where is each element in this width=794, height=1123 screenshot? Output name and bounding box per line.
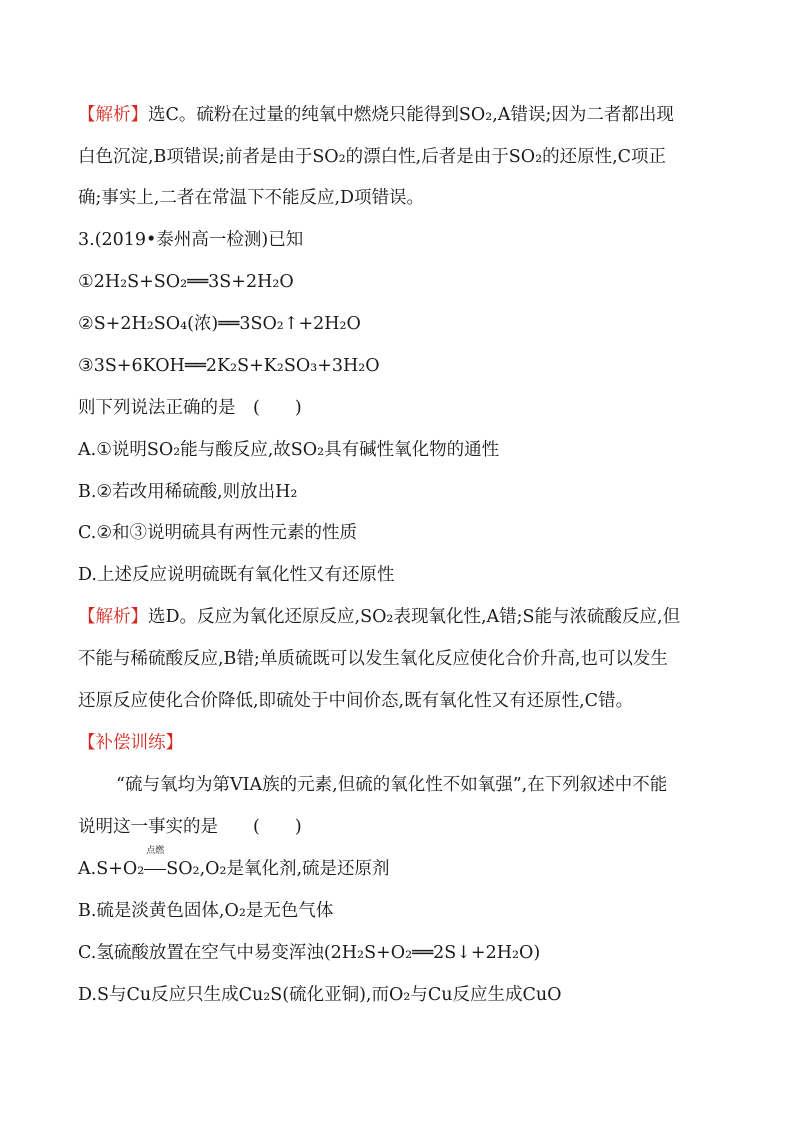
analysis-line [78, 605, 680, 629]
option-b: B.②若改用稀硫酸,则放出H₂ [78, 482, 298, 502]
text: 选D。反应为氧化还原反应,SO₂表现氧化性,A错;S能与浓硫酸反应,但 [148, 607, 681, 627]
supplement-stem: 说明这一事实的是 ( ) [78, 817, 302, 837]
supplement-option-d: D.S与Cu反应只生成Cu₂S(硫化亚铜),而O₂与Cu反应生成CuO [78, 985, 562, 1005]
reaction-bar [144, 869, 166, 870]
text: A.S+O₂ [78, 859, 145, 879]
supplement-option-a [78, 846, 390, 881]
question-stem: 则下列说法正确的是 ( ) [78, 398, 302, 418]
analysis-line [78, 103, 674, 127]
analysis-line: 还原反应使化合价降低,即硫处于中间价态,既有氧化性又有还原性,C错。 [78, 691, 634, 711]
condition-label: 点燃 [146, 846, 165, 856]
supplement-heading [78, 731, 183, 755]
option-d: D.上述反应说明硫既有氧化性又有还原性 [78, 565, 395, 585]
analysis-line: 不能与稀硫酸反应,B错;单质硫既可以发生氧化反应使化合价升高,也可以发生 [78, 649, 668, 669]
text: SO₂,O₂是氧化剂,硫是还原剂 [166, 859, 390, 879]
analysis-tag: 【解析】 [78, 607, 148, 627]
supplement-option-c: C.氢硫酸放置在空气中易变浑浊(2H₂S+O₂══2S↓+2H₂O) [78, 943, 541, 963]
option-a: A.①说明SO₂能与酸反应,故SO₂具有碱性氧化物的通性 [78, 440, 500, 460]
equation-2: ②S+2H₂SO₄(浓)══3SO₂↑+2H₂O [78, 314, 361, 334]
option-c: C.②和③说明硫具有两性元素的性质 [78, 523, 358, 543]
supplement-option-b: B.硫是淡黄色固体,O₂是无色气体 [78, 901, 334, 921]
ignite-condition [144, 846, 166, 881]
analysis-line: 白色沉淀,B项错误;前者是由于SO₂的漂白性,后者是由于SO₂的还原性,C项正 [78, 147, 667, 167]
supplement-tag: 【补偿训练】 [78, 733, 183, 753]
equation-3: ③3S+6KOH══2K₂S+K₂SO₃+3H₂O [78, 356, 380, 376]
equation-1: ①2H₂S+SO₂══3S+2H₂O [78, 272, 294, 292]
text: 选C。硫粉在过量的纯氧中燃烧只能得到SO₂,A错误;因为二者都出现 [148, 105, 674, 125]
question-title: 3.(2019•泰州高一检测)已知 [78, 230, 304, 250]
analysis-line: 确;事实上,二者在常温下不能反应,D项错误。 [78, 188, 425, 208]
analysis-tag: 【解析】 [78, 105, 148, 125]
supplement-stem: “硫与氧均为第VIA族的元素,但硫的氧化性不如氧强”,在下列叙述中不能 [116, 775, 668, 795]
